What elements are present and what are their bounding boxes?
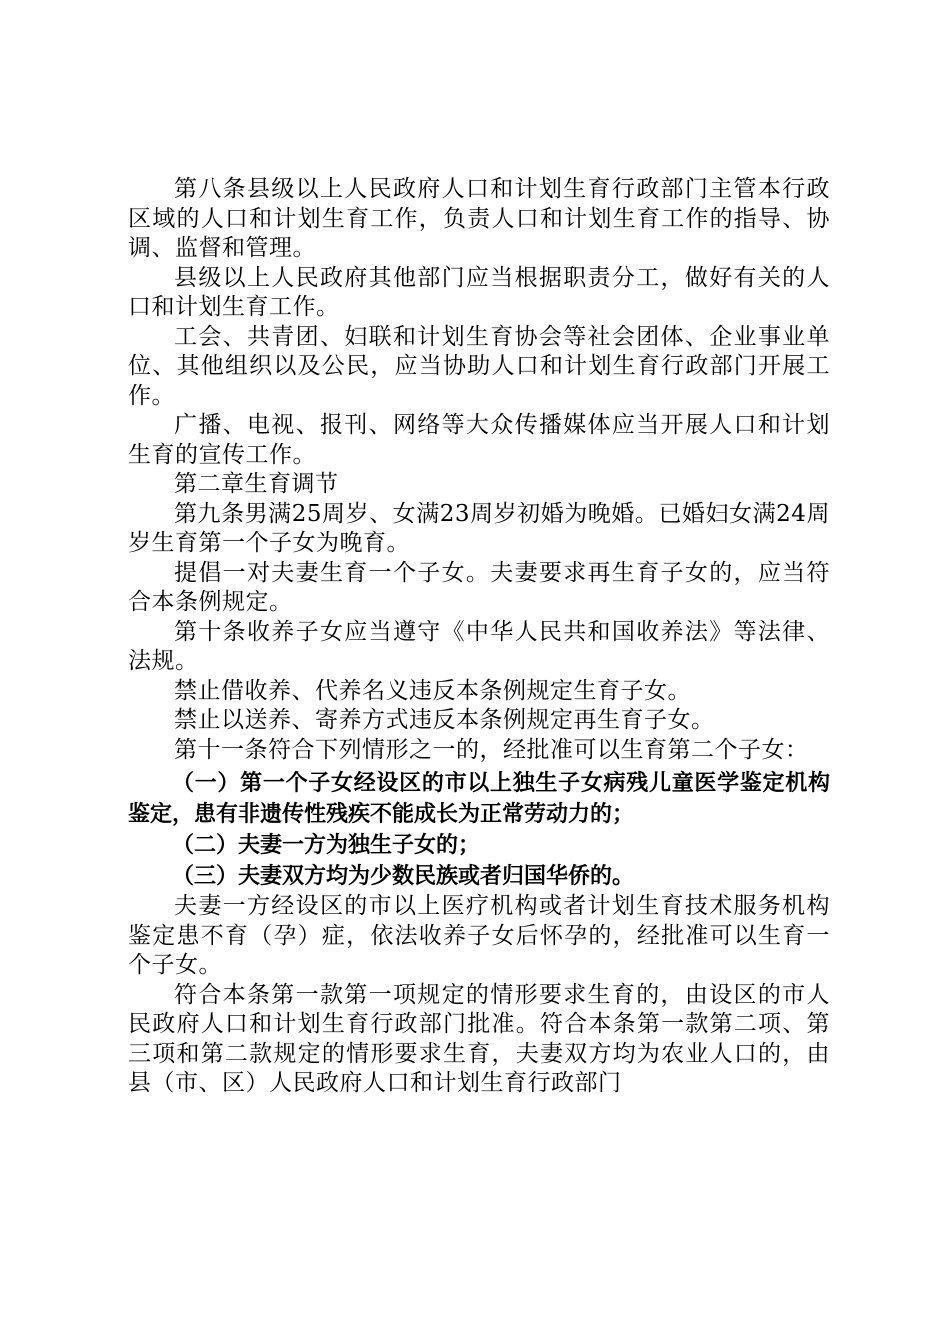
document-body	[128, 175, 830, 1099]
paragraph-article-11: 第十一条符合下列情形之一的，经批准可以生育第二个子女：	[174, 736, 809, 763]
chapter-heading: 第二章生育调节	[174, 471, 339, 497]
paragraph-article-9: 第九条男满25周岁、女满23周岁初婚为晚婚。已婚妇女满24周岁生育第一个子女为晚育。	[128, 500, 830, 556]
paragraph-prohibit-adoption: 禁止借收养、代养名义违反本条例规定生育子女。	[174, 677, 691, 704]
paragraph-social-groups: 工会、共青团、妇联和计划生育协会等社会团体、企业事业单位、其他组织以及公民，应当协助人口和计划生育行政部门开展工作。	[128, 323, 830, 409]
paragraph-approval: 符合本条第一款第一项规定的情形要求生育的，由设区的市人民政府人口和计划生育行政部门批准。符合本条第一款第二项、第三项和第二款规定的情形要求生育，夫妻双方均为农业人口的，由县（市、区）人民政府人口和计划生育行政部门	[128, 981, 830, 1096]
paragraph-media: 广播、电视、报刊、网络等大众传播媒体应当开展人口和计划生育的宣传工作。	[128, 412, 830, 468]
paragraph-other-departments: 县级以上人民政府其他部门应当根据职责分工，做好有关的人口和计划生育工作。	[128, 264, 830, 320]
paragraph-article-10: 第十条收养子女应当遵守《中华人民共和国收养法》等法律、法规。	[128, 618, 830, 674]
paragraph-one-child: 提倡一对夫妻生育一个子女。夫妻要求再生育子女的，应当符合本条例规定。	[128, 559, 830, 615]
list-item-1: （一）第一个子女经设区的市以上独生子女病残儿童医学鉴定机构鉴定，患有非遗传性残疾不能成长为正常劳动力的；	[128, 771, 830, 827]
paragraph-infertility: 夫妻一方经设区的市以上医疗机构或者计划生育技术服务机构鉴定患不育（孕）症，依法收养子女后怀孕的，经批准可以生育一个子女。	[128, 893, 830, 978]
list-item-3: （三）夫妻双方均为少数民族或者归国华侨的。	[172, 864, 635, 889]
list-item-2: （二）夫妻一方为独生子女的；	[172, 833, 481, 858]
paragraph-article-8: 第八条县级以上人民政府人口和计划生育行政部门主管本行政区域的人口和计划生育工作，负责人口和计划生育工作的指导、协调、监督和管理。	[128, 176, 830, 261]
paragraph-prohibit-fostering: 禁止以送养、寄养方式违反本条例规定再生育子女。	[174, 707, 715, 733]
